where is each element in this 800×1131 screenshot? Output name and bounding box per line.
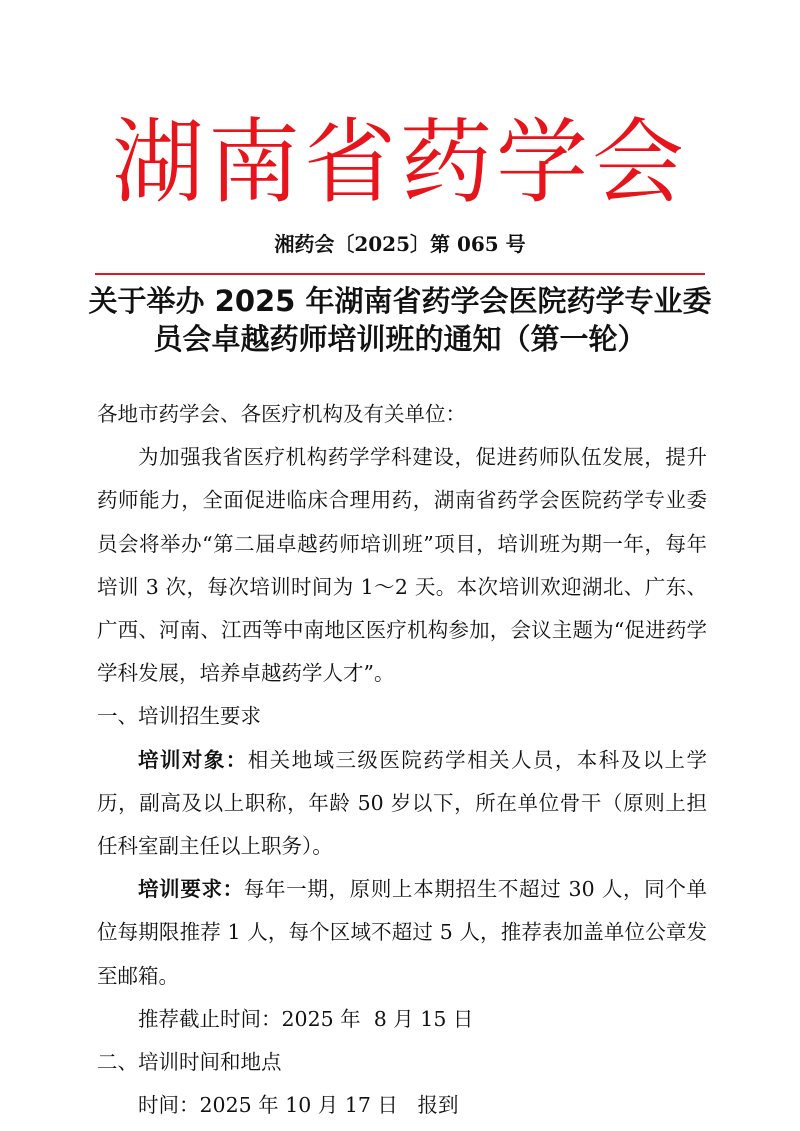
training-requirement-label: 培训要求： bbox=[138, 877, 244, 902]
org-name-header: 湖南省药学会 bbox=[111, 109, 688, 216]
deadline-line: 推荐截止时间：2025 年 8 月 15 日 bbox=[138, 1006, 474, 1031]
notice-title bbox=[80, 282, 720, 358]
section-heading-recruitment: 一、培训招生要求 bbox=[97, 704, 261, 729]
training-requirement-text: 每年一期，原则上本期招生不超过 30 人，同个单位每期限推荐 1 人，每个区域不超过 5 人，推荐表加盖单位公章发至邮箱。 bbox=[97, 877, 707, 988]
notice-title-line-1: 关于举办 2025 年湖南省药学会医院药学专业委 bbox=[88, 284, 712, 318]
section-heading-time-location: 二、培训时间和地点 bbox=[97, 1050, 282, 1075]
salutation: 各地市药学会、各医疗机构及有关单位： bbox=[97, 402, 466, 426]
time-line: 时间：2025 年 10 月 17 日 报到 bbox=[138, 1093, 459, 1118]
training-requirement-paragraph bbox=[97, 868, 707, 998]
training-target-paragraph bbox=[97, 739, 707, 869]
notice-body bbox=[97, 393, 707, 1127]
training-target-label: 培训对象： bbox=[138, 747, 248, 772]
document-number: 湘药会〔2025〕第 065 号 bbox=[274, 232, 526, 256]
intro-paragraph: 为加强我省医疗机构药学学科建设，促进药师队伍发展，提升药师能力，全面促进临床合理用药，湖南省药学会医院药学专业委员会将举办“第二届卓越药师培训班”项目，培训班为期一年，每年培训 3 次，每次培训时间为 1～2 天。本次培训欢迎湖北、广东、广西、河南、江西等中南地区医疗机构参加，会议主题为“促进药学学科发展，培养卓越药学人才”。 bbox=[97, 445, 707, 686]
training-target-text: 相关地域三级医院药学相关人员，本科及以上学历，副高及以上职称，年龄 50 岁以下，所在单位骨干（原则上担任科室副主任以上职务）。 bbox=[97, 747, 708, 859]
notice-title-line-2: 员会卓越药师培训班的通知（第一轮） bbox=[153, 322, 647, 356]
red-divider bbox=[95, 273, 705, 275]
